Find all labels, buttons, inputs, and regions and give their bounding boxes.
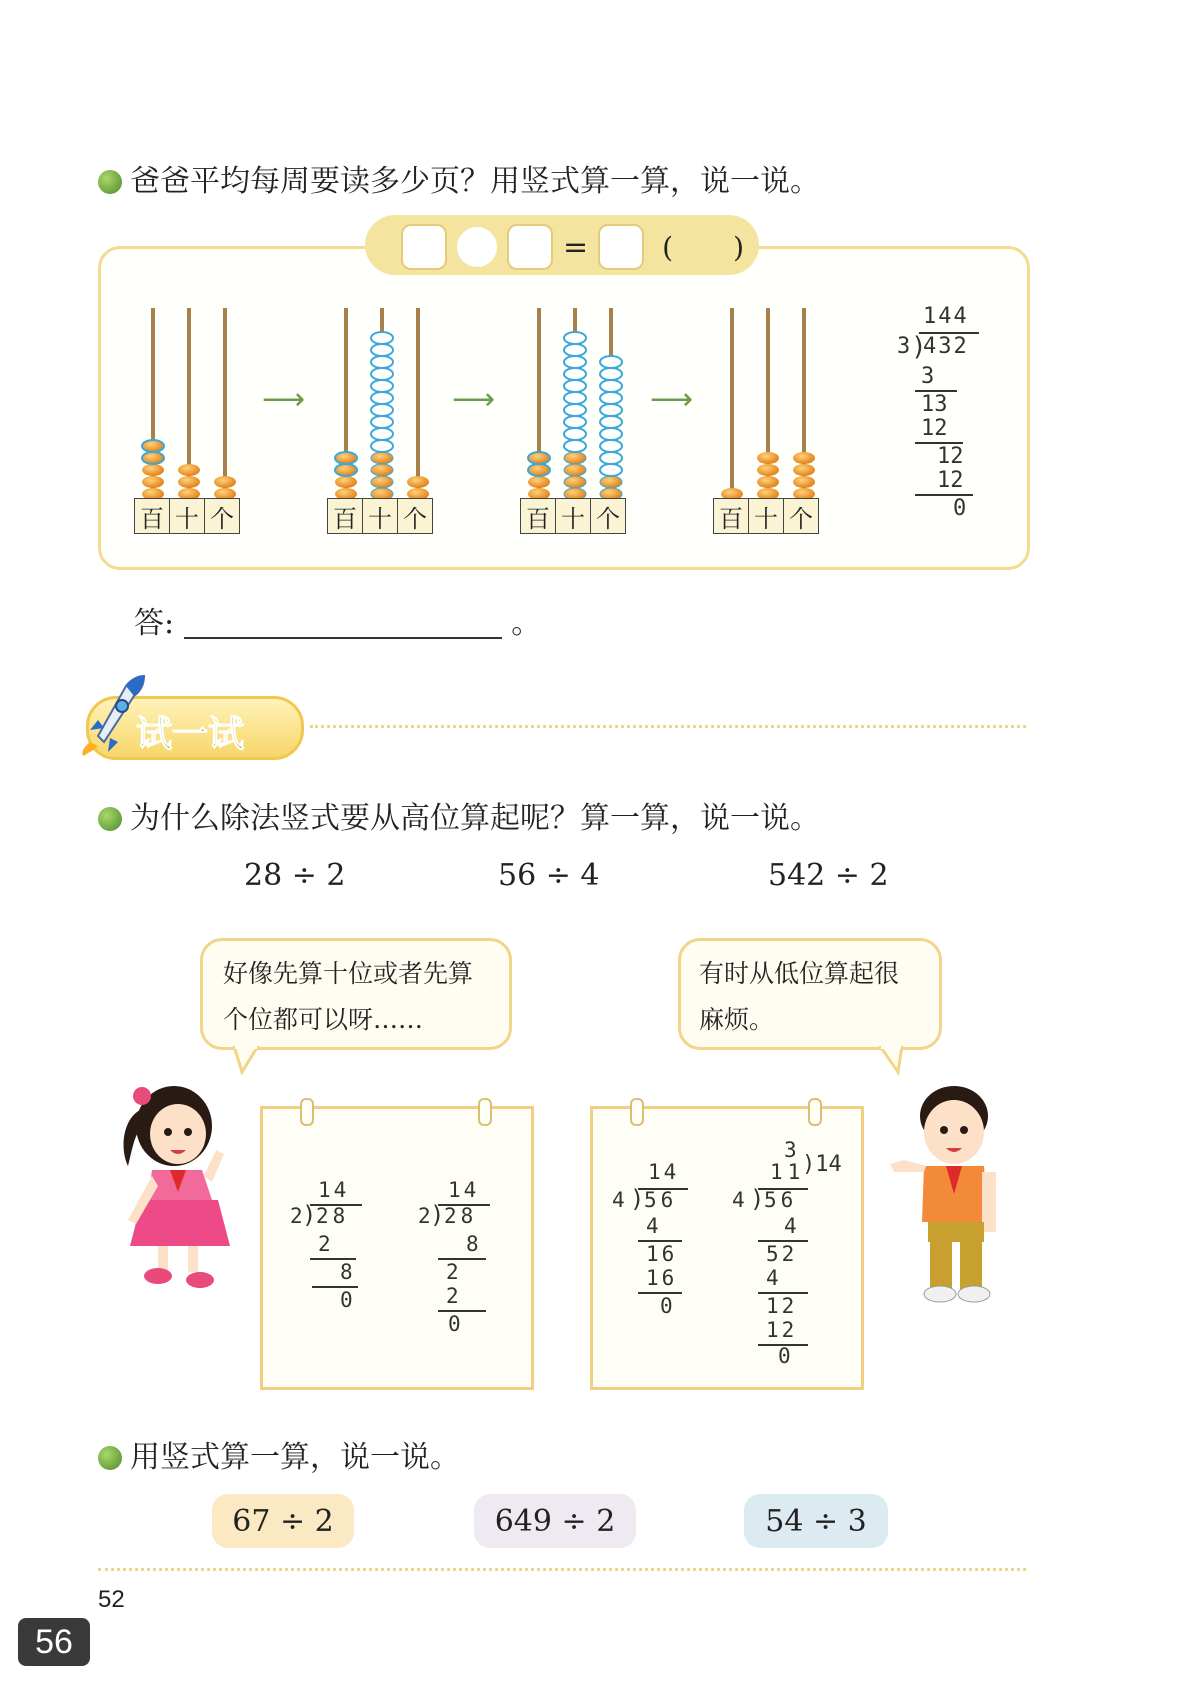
abacus-rod: [416, 308, 420, 500]
abacus-bead: [564, 440, 586, 452]
clip-icon: [630, 1098, 644, 1126]
arrow-right-icon-1: ⟶: [262, 382, 306, 417]
boy-speech-bubble: 有时从低位算起很 麻烦。: [678, 938, 942, 1050]
abacus-bead: [371, 452, 393, 464]
abacus-bead: [371, 392, 393, 404]
paren-close: ): [733, 230, 745, 264]
abacus-bead: [564, 464, 586, 476]
blank-box-1[interactable]: [401, 224, 447, 270]
abacus-bead: [564, 392, 586, 404]
abacus-bead: [757, 452, 779, 464]
long-division-432: 144 3 ) 432 3 13 12 12 12 0: [895, 302, 995, 522]
abacus-rod: [223, 308, 227, 500]
abacus-bead: [793, 476, 815, 488]
abacus-bead: [600, 392, 622, 404]
abacus-rod: [730, 308, 734, 500]
abacus-bead: [371, 464, 393, 476]
abacus-bead: [335, 464, 357, 476]
blank-circle-operator[interactable]: [457, 227, 497, 267]
clip-icon: [478, 1098, 492, 1126]
bullet-dot-icon: [98, 1446, 122, 1470]
badge-number: 56: [18, 1618, 90, 1666]
abacus-bead: [564, 356, 586, 368]
abacus-bead: [564, 344, 586, 356]
abacus-bead: [600, 476, 622, 488]
abacus-bead: [600, 452, 622, 464]
blank-box-2[interactable]: [507, 224, 553, 270]
abacus-bead: [528, 476, 550, 488]
abacus-bead: [142, 440, 164, 452]
abacus-bead: [371, 344, 393, 356]
bullet-dot-icon: [98, 807, 122, 831]
abacus-bead: [600, 464, 622, 476]
equation-bar: [365, 215, 759, 275]
paren-open: (: [662, 230, 674, 264]
abacus-bead: [371, 356, 393, 368]
problem-pill-67-div-2: 67 ÷ 2: [212, 1494, 354, 1548]
girl-speech-bubble: 好像先算十位或者先算 个位都可以呀……: [200, 938, 512, 1050]
abacus-bead: [528, 452, 550, 464]
problem-pill-649-div-2: 649 ÷ 2: [474, 1494, 636, 1548]
problem-pill-54-div-3: 54 ÷ 3: [744, 1494, 888, 1548]
blank-box-3[interactable]: [598, 224, 644, 270]
abacus-bead: [371, 476, 393, 488]
problem-56-div-4: 56 ÷ 4: [498, 858, 600, 893]
abacus-bead: [407, 476, 429, 488]
abacus-bead: [335, 452, 357, 464]
place-labels-4: 百 十 个: [713, 498, 819, 534]
problem-542-div-2: 542 ÷ 2: [768, 858, 889, 893]
equals-sign: =: [563, 229, 589, 265]
place-labels-3: 百 十 个: [520, 498, 626, 534]
abacus-bead: [371, 332, 393, 344]
right-division-a: 14 4 ) 56 4 16 16 0: [610, 1158, 710, 1318]
bullet-dot-icon: [98, 170, 122, 194]
try-it-title: 试一试: [136, 714, 245, 755]
dotted-divider-1: [310, 725, 1026, 728]
question-3: 用竖式算一算，说一说。: [98, 1432, 460, 1476]
abacus-bead: [564, 452, 586, 464]
abacus-bead: [793, 464, 815, 476]
question-1: 爸爸平均每周要读多少页？用竖式算一算，说一说。: [98, 156, 820, 200]
abacus-bead: [564, 368, 586, 380]
abacus-bead: [564, 416, 586, 428]
abacus-bead: [371, 368, 393, 380]
abacus-bead: [335, 476, 357, 488]
abacus-bead: [600, 416, 622, 428]
abacus-bead: [371, 404, 393, 416]
abacus-bead: [564, 404, 586, 416]
arrow-right-icon-2: ⟶: [452, 382, 496, 417]
abacus-bead: [371, 440, 393, 452]
abacus-bead: [564, 428, 586, 440]
abacus-bead: [371, 380, 393, 392]
boy-character-illustration: [884, 1072, 1014, 1312]
abacus-bead: [371, 428, 393, 440]
abacus-bead: [600, 428, 622, 440]
dotted-divider-2: [98, 1568, 1026, 1571]
abacus-bead: [564, 332, 586, 344]
answer-line[interactable]: [184, 607, 502, 639]
problem-28-div-2: 28 ÷ 2: [244, 858, 346, 893]
right-division-b: 3 11 )14 4 ) 56 4 52 4 12 12 0: [732, 1138, 842, 1368]
page-number: 52: [98, 1586, 125, 1613]
clip-icon: [300, 1098, 314, 1126]
abacus-bead: [600, 356, 622, 368]
abacus-bead: [564, 476, 586, 488]
abacus-bead: [600, 368, 622, 380]
question-2: 为什么除法竖式要从高位算起呢？算一算，说一说。: [98, 793, 820, 837]
abacus-bead: [142, 476, 164, 488]
abacus-bead: [793, 452, 815, 464]
abacus-bead: [528, 464, 550, 476]
abacus-bead: [142, 452, 164, 464]
abacus-bead: [600, 440, 622, 452]
abacus-bead: [600, 380, 622, 392]
left-division-a: 14 2 ) 28 2 8 0: [288, 1178, 388, 1338]
abacus-bead: [142, 464, 164, 476]
abacus-bead: [757, 476, 779, 488]
abacus-bead: [371, 416, 393, 428]
answer-row: 答: 。: [134, 606, 542, 641]
place-labels-2: 百 十 个: [327, 498, 433, 534]
place-labels-1: 百 十 个: [134, 498, 240, 534]
abacus-bead: [600, 404, 622, 416]
abacus-bead: [757, 464, 779, 476]
abacus-bead: [564, 380, 586, 392]
clip-icon: [808, 1098, 822, 1126]
abacus-bead: [178, 476, 200, 488]
abacus-bead: [178, 464, 200, 476]
arrow-right-icon-3: ⟶: [650, 382, 694, 417]
left-division-b: 14 2 ) 28 8 2 2 0: [416, 1178, 516, 1338]
abacus-bead: [214, 476, 236, 488]
girl-character-illustration: [112, 1070, 242, 1300]
